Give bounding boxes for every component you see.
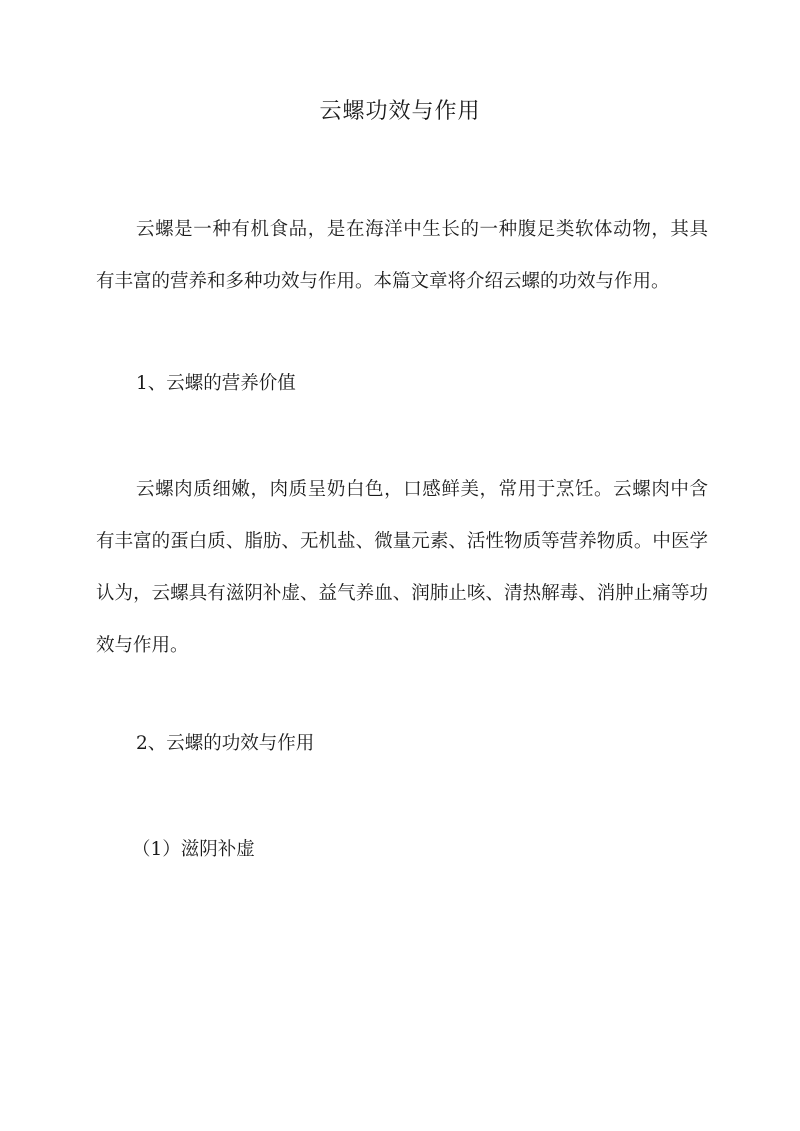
section-2-heading: 2、云螺的功效与作用 <box>136 733 315 754</box>
section-2-subheading-1: （1）滋阴补虚 <box>132 839 255 860</box>
intro-paragraph: 云螺是一种有机食品，是在海洋中生长的一种腹足类软体动物，其具有丰富的营养和多种功效与作用。本篇文章将介绍云螺的功效与作用。 <box>96 219 708 292</box>
page-title: 云螺功效与作用 <box>319 99 481 124</box>
section-1-heading: 1、云螺的营养价值 <box>136 373 296 394</box>
section-1-paragraph: 云螺肉质细嫩，肉质呈奶白色，口感鲜美，常用于烹饪。云螺肉中含有丰富的蛋白质、脂肪、无机盐、微量元素、活性物质等营养物质。中医学认为，云螺具有滋阴补虚、益气养血、润肺止咳、清热解毒、消肿止痛等功效与作用。 <box>96 479 708 656</box>
